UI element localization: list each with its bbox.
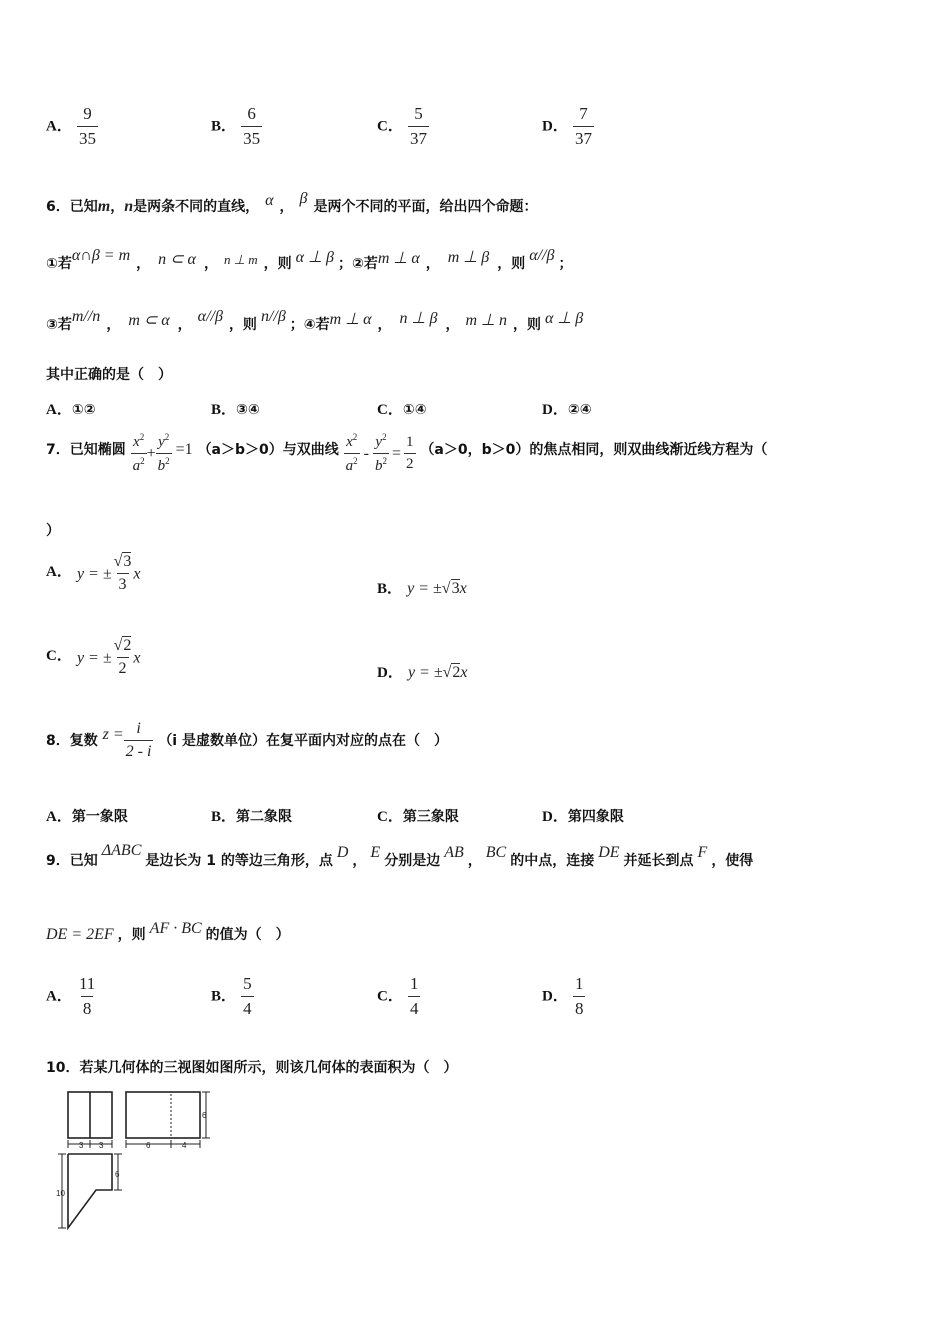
side-dim-height: 6 — [202, 1111, 207, 1120]
top-view — [58, 1154, 122, 1228]
q7-close-paren: ） — [46, 523, 60, 539]
q9-option-a[interactable]: A． $\frac{11}{8}$ — [46, 974, 96, 1018]
q5-option-b[interactable]: B． $\frac{6}{35}$ — [211, 104, 261, 148]
front-dim-left: 3 — [79, 1141, 84, 1150]
q6-stem: 6．已知m，n是两条不同的直线， α ， β 是两个不同的平面，给出四个命题： — [46, 190, 538, 215]
q6-option-c[interactable]: C．①④ — [377, 402, 427, 418]
q9-option-d[interactable]: D． $\frac{1}{8}$ — [542, 974, 584, 1018]
q5-option-c[interactable]: C． $\frac{5}{37}$ — [377, 104, 427, 148]
q8-stem: 8．复数 z = $\frac{i}{2 - i}$ （i 是虚数单位）在复平面内对应的点在（ ） — [46, 720, 448, 761]
fraction: $\frac{5}{37}$ — [409, 104, 427, 148]
hyperbola-y-term: $\frac{y^2}{b^2}$ — [374, 432, 387, 475]
fraction: $\frac{6}{35}$ — [243, 104, 261, 148]
fraction: $\frac{5}{4}$ — [243, 974, 252, 1018]
front-view — [68, 1092, 112, 1148]
q7-option-d[interactable]: D． y = ±√2x — [377, 664, 468, 681]
q9-condition: DE = 2EF ，则 AF · BC 的值为（ ） — [46, 920, 290, 943]
fraction: $\frac{7}{37}$ — [574, 104, 592, 148]
fraction: $\frac{√3}{3}$ — [113, 553, 132, 594]
q8-option-b[interactable]: B．第二象限 — [211, 809, 293, 825]
top-dim-right: 6 — [115, 1170, 120, 1179]
fraction: $\frac{11}{8}$ — [78, 974, 96, 1018]
side-view — [126, 1092, 210, 1148]
ellipse-y-term: $\frac{y^2}{b^2}$ — [157, 432, 170, 475]
fraction: $\frac{9}{35}$ — [78, 104, 96, 148]
q8-option-a[interactable]: A．第一象限 — [46, 809, 128, 825]
q7-option-a[interactable]: A． y = ± $\frac{√3}{3}$ x — [46, 553, 141, 594]
side-dim-bottom-right: 4 — [182, 1141, 187, 1150]
q6-propositions-3-4: ③若m//n ， m ⊂ α ， α//β ，则 n//β ；④若m ⊥ α ， n ⊥ β ， m ⊥ n ，则 α ⊥ β — [46, 308, 584, 333]
q6-option-b[interactable]: B．③④ — [211, 402, 260, 418]
fraction: $\frac{√2}{2}$ — [113, 637, 132, 678]
q7-option-c[interactable]: C． y = ± $\frac{√2}{2}$ x — [46, 637, 141, 678]
top-dim-height: 10 — [56, 1189, 65, 1198]
q5-option-a[interactable]: A． $\frac{9}{35}$ — [46, 104, 96, 148]
q10-stem: 10．若某几何体的三视图如图所示，则该几何体的表面积为（ ） — [46, 1060, 458, 1076]
q5-option-d[interactable]: D． $\frac{7}{37}$ — [542, 104, 592, 148]
q9-option-c[interactable]: C． $\frac{1}{4}$ — [377, 974, 419, 1018]
q7-option-b[interactable]: B． y = ±√3x — [377, 580, 467, 597]
half-fraction: $\frac{1}{2}$ — [406, 434, 414, 473]
q9-option-b[interactable]: B． $\frac{5}{4}$ — [211, 974, 252, 1018]
hyperbola-x-term: $\frac{x^2}{a^2}$ — [345, 432, 358, 475]
q6-propositions-1-2: ①若α∩β = m ， n ⊂ α ， n ⊥ m ，则 α ⊥ β ；②若m ⊥ α ， m ⊥ β ，则 α//β ； — [46, 247, 573, 272]
q8-option-c[interactable]: C．第三象限 — [377, 809, 459, 825]
fraction: $\frac{i}{2 - i}$ — [125, 720, 152, 761]
q6-option-a[interactable]: A．①② — [46, 402, 96, 418]
fraction: $\frac{1}{8}$ — [574, 974, 584, 1018]
front-dim-right: 3 — [99, 1141, 104, 1150]
q6-option-d[interactable]: D．②④ — [542, 402, 592, 418]
side-dim-bottom-left: 6 — [146, 1141, 151, 1150]
three-view-diagram — [54, 1088, 224, 1236]
q6-question: 其中正确的是（ ） — [46, 367, 172, 383]
q7-stem: 7．已知椭圆 $\frac{x^2}{a^2}$ + $\frac{y^2}{b^2}$ =1 （a＞b＞0）与双曲线 $\frac{x^2}{a^2}$ - $\frac{y^2}{b^2}$ = $\frac{1}{2}$ （a＞0，b＞0）的焦点相同，则双曲线渐近线方程为（ — [46, 432, 768, 475]
q9-stem: 9．已知ΔABC是边长为 1 的等边三角形，点 D ， E 分别是边 AB ， BC 的中点，连接 DE 并延长到点 F ，使得 — [46, 842, 754, 869]
ellipse-x-term: $\frac{x^2}{a^2}$ — [132, 432, 145, 475]
q8-option-d[interactable]: D．第四象限 — [542, 809, 624, 825]
fraction: $\frac{1}{4}$ — [409, 974, 419, 1018]
